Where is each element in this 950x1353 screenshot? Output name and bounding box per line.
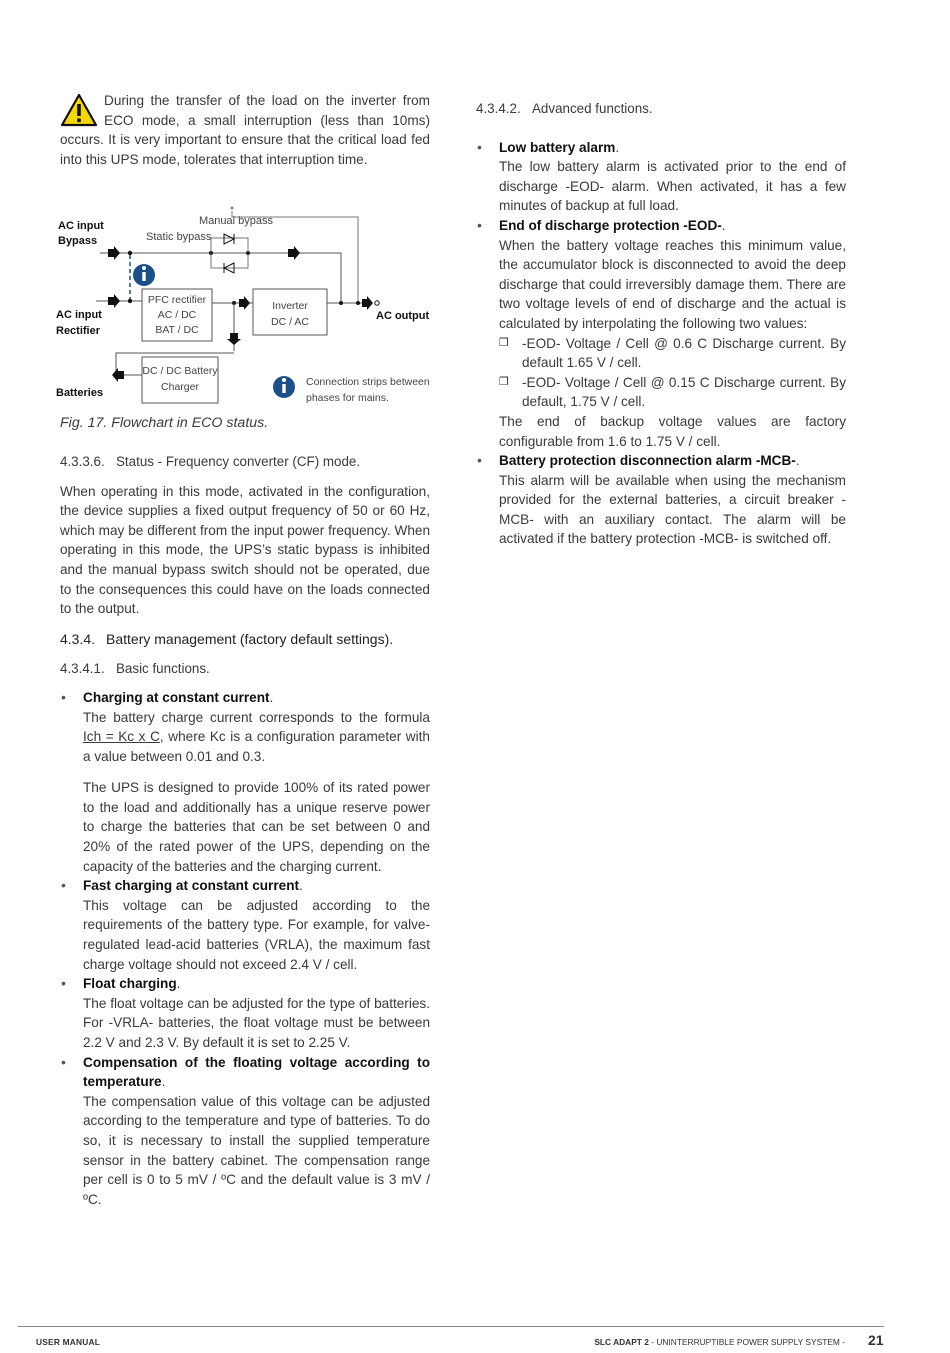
item-heading: Battery protection disconnection alarm -MCB-	[499, 453, 796, 469]
footer-product: SLC ADAPT 2	[594, 1337, 649, 1347]
section-title: Status - Frequency converter (CF) mode.	[116, 453, 361, 469]
list-item: • Battery protection disconnection alarm -MCB-. This alarm will be available when using the mechanism provided for the external batteries, a circuit breaker -MCB- with an auxiliary contact. The alarm will be activated if the battery protection -MCB- is switched off.	[476, 451, 846, 549]
formula: Ich = Kc x C	[83, 729, 160, 745]
label-ac-input-bypass-2: Bypass	[58, 235, 98, 248]
charger-line-1: DC / DC Battery	[142, 365, 218, 378]
warning-note	[60, 91, 430, 169]
section-heading-434	[60, 630, 430, 650]
list-item: • Low battery alarm. The low battery alarm is activated prior to the end of discharge -EOD- alarm. When activated, it has a few minutes of backup at full load.	[476, 138, 846, 216]
footer-left: USER MANUAL	[36, 1337, 101, 1347]
footer-right	[594, 1337, 845, 1347]
note-line-1: Connection strips between	[306, 376, 430, 389]
item-text: The compensation value of this voltage can be adjusted according to the temperature and type of batteries. To do so, it is necessary to install the supplied temperature sensor in the battery cabinet. The compensation range per cell is 0 to 5 mV / ºC and the default value is 3 mV / ºC.	[83, 1093, 430, 1207]
flowchart-svg	[56, 193, 436, 408]
item-heading: End of discharge protection -EOD-	[499, 217, 722, 233]
item-heading: Charging at constant current	[83, 689, 270, 705]
label-ac-output: AC output	[376, 310, 430, 323]
section-heading-4342	[476, 99, 846, 119]
item-heading: Fast charging at constant current	[83, 878, 300, 894]
label-static-bypass: Static bypass	[146, 231, 212, 244]
figure-number: Fig. 17.	[60, 415, 108, 432]
footer-rule	[18, 1326, 884, 1327]
label-ac-input-rectifier-1: AC input	[56, 309, 102, 322]
eco-flowchart	[56, 193, 436, 408]
list-item: • Fast charging at constant current. This voltage can be adjusted according to the requirements of the battery type. For example, for valve-regulated lead-acid batteries (VRLA), the maximum fast charge voltage should not exceed 2.4 V / cell.	[60, 876, 430, 974]
item-heading: Float charging	[83, 976, 177, 992]
section-title: Battery management (factory default settings).	[106, 630, 394, 647]
section-title: Basic functions.	[116, 661, 210, 677]
item-text: The float voltage can be adjusted for the type of batteries. For -VRLA- batteries, the float voltage must be between 2.2 V and 2.3 V. By default it is set to 2.25 V.	[83, 995, 430, 1050]
section-number: 4.3.4.1.	[60, 661, 105, 677]
item-heading: Compensation of the floating voltage according to temperature	[83, 1054, 430, 1090]
charger-line-2: Charger	[161, 381, 199, 394]
eod-value-item: ❒ -EOD- Voltage / Cell @ 0.15 C Discharge current. By default, 1.75 V / cell.	[499, 373, 846, 412]
pfc-line-2: AC / DC	[157, 309, 197, 322]
eod-values-list	[499, 334, 846, 412]
section-number: 4.3.4.	[60, 630, 96, 647]
footer-subtitle: - UNINTERRUPTIBLE POWER SUPPLY SYSTEM -	[648, 1337, 845, 1347]
figure-title: Flowchart in ECO status.	[111, 415, 269, 432]
item-heading: Low battery alarm	[499, 139, 616, 155]
left-column	[56, 91, 430, 1209]
figure-caption	[60, 414, 430, 434]
note-line-2: phases for mains.	[306, 392, 389, 405]
item-text: The low battery alarm is activated prior to the end of discharge -EOD- alarm. When activated, it has a few minutes of backup at full load.	[499, 159, 846, 214]
label-batteries: Batteries	[56, 387, 104, 400]
inverter-line-2: DC / AC	[271, 316, 309, 329]
item-text: This voltage can be adjusted according to the requirements of the battery type. For example, for valve-regulated lead-acid batteries (VRLA), the maximum fast charge voltage should not exceed 2.4 V / cell.	[83, 897, 430, 972]
list-item: • Float charging. The float voltage can be adjusted for the type of batteries. For -VRLA- batteries, the float voltage must be between 2.2 V and 2.3 V. By default it is set to 2.25 V.	[60, 974, 430, 1052]
inverter-line-1: Inverter	[272, 300, 308, 313]
page-number: 21	[868, 1332, 884, 1348]
right-column	[476, 99, 846, 549]
item-text: When the battery voltage reaches this minimum value, the accumulator block is disconnected to avoid the deep discharge that could irreversibly damage them. There are two voltage levels of end of discharge and the actual is calculated by interpolating the following two values:	[499, 237, 846, 331]
warning-icon	[60, 93, 98, 127]
list-item: • Charging at constant current. The battery charge current corresponds to the formula Ich = Kc x C, where Kc is a configuration parameter with a value between 0.01 and 0.3. The UPS is designed to provide 100% of its rated power to the load and additionally has a unique reserve power to charge the batteries that can be set between 0 and 20% of the rated power of the UPS, depending on the capacity of the batteries and the charging current.	[60, 688, 430, 876]
item-text: This alarm will be available when using the mechanism provided for the external batteries, a circuit breaker -MCB- with an auxiliary contact. The alarm will be activated if the battery protection -MCB- is switched off.	[499, 472, 846, 547]
basic-functions-list	[60, 688, 430, 1209]
info-icon-note	[273, 376, 295, 398]
pfc-line-3: BAT / DC	[155, 324, 199, 337]
list-item: • Compensation of the floating voltage according to temperature. The compensation value of this voltage can be adjusted according to the temperature and type of batteries. To do so, it is necessary to install the supplied temperature sensor in the battery cabinet. The compensation range per cell is 0 to 5 mV / ºC and the default value is 3 mV / ºC.	[60, 1053, 430, 1210]
section-heading-4336	[60, 452, 430, 472]
label-ac-input-bypass-1: AC input	[58, 220, 104, 233]
item-text: The UPS is designed to provide 100% of its rated power to the load and additionally has a unique reserve power to charge the batteries that can be set between 0 and 20% of the rated power of the UPS, depending on the capacity of the batteries and the charging current.	[83, 780, 430, 874]
pfc-line-1: PFC rectifier	[147, 294, 207, 307]
list-item: • End of discharge protection -EOD-. When the battery voltage reaches this minimum value, the accumulator block is disconnected to avoid the deep discharge that could irreversibly damage them. There are two voltage levels of end of discharge and the actual is calculated by interpolating the following two values: ❒ -EOD- Voltage / Cell @ 0.6 C Discharge current. By default 1.65 V / cell. ❒ -EOD- Voltage / Cell @ 0.15 C Discharge current. By default, 1.75 V / cell. The end of backup voltage values are factory configurable from 1.6 to 1.75 V / cell.	[476, 216, 846, 451]
section-number: 4.3.3.6.	[60, 453, 105, 469]
section-title: Advanced functions.	[532, 101, 653, 116]
label-ac-input-rectifier-2: Rectifier	[56, 325, 101, 338]
warning-text: During the transfer of the load on the inverter from ECO mode, a small interruption (less than 10ms) occurs. It is very important to ensure that the critical load fed into this UPS mode, tolerates that interruption time.	[60, 93, 430, 167]
item-text: The end of backup voltage values are factory configurable from 1.6 to 1.75 V / cell.	[499, 413, 846, 449]
label-manual-bypass: Manual bypass	[199, 215, 273, 228]
cf-mode-paragraph: When operating in this mode, activated in the configuration, the device supplies a fixed output frequency of 50 or 60 Hz, which may be different from the input power frequency. When operating in this mode, the UPS’s static bypass is inhibited and the manual bypass switch should not be operated, due to the consequences this could have on the loads connected to the output.	[60, 483, 430, 617]
info-icon	[133, 264, 155, 286]
item-text-part: The battery charge current corresponds to the formula	[83, 709, 430, 725]
eod-value-item: ❒ -EOD- Voltage / Cell @ 0.6 C Discharge current. By default 1.65 V / cell.	[499, 334, 846, 373]
section-number: 4.3.4.2.	[476, 101, 521, 116]
item-text-part: , where Kc is a configuration parameter with a value between 0.01 and 0.3.	[83, 729, 430, 764]
advanced-functions-list	[476, 138, 846, 549]
section-heading-4341	[60, 659, 430, 679]
item-text	[83, 708, 430, 767]
